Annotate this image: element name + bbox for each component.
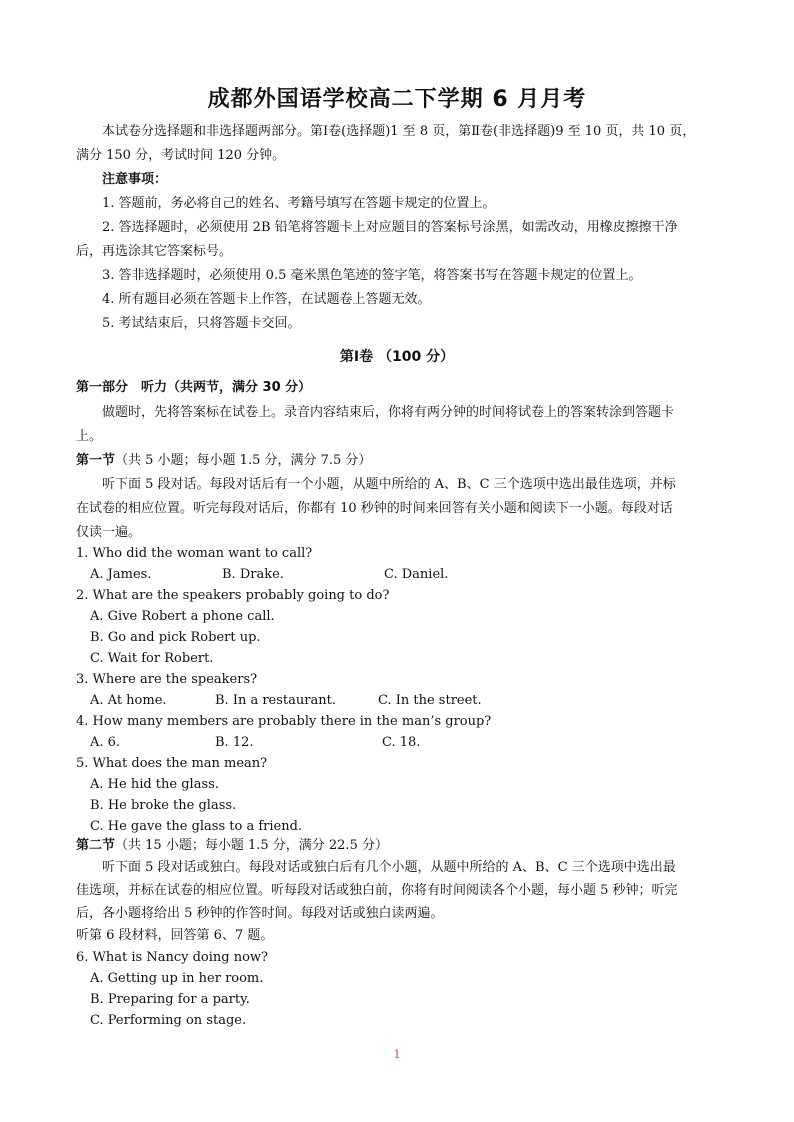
question-stem: 4. How many members are probably there in the man’s group? [76,714,492,729]
option-c: C. Wait for Robert. [90,651,214,666]
option-c: C. Daniel. [384,567,449,582]
part-description: 做题时，先将答案标在试卷上。录音内容结束后，你将有两分钟的时间将试卷上的答案转涂到答题卡 [102,405,675,420]
option-a: A. He hid the glass. [90,777,219,792]
intro-text: 满分 150 分，考试时间 120 分钟。 [76,148,286,163]
option-a: A. At home. [90,693,167,708]
page-number: 1 [393,1048,401,1061]
section-heading [76,453,721,469]
question-stem: 5. What does the man mean? [76,756,268,771]
section-description: 仅读一遍。 [76,525,142,540]
question-stem: 2. What are the speakers probably going to do? [76,588,390,603]
option-row [90,567,690,583]
option-b: B. 12. [215,735,254,750]
option-b: B. Drake. [222,567,284,582]
section-heading-label: 第二节 [76,838,116,853]
option-c: C. He gave the glass to a friend. [90,819,303,834]
passage-intro: 听第 6 段材料，回答第 6、7 题。 [76,928,274,943]
note-item: 3. 答非选择题时，必须使用 0.5 毫米黑色笔迹的签字笔，将答案书写在答题卡规定的位置上。 [102,268,642,283]
option-c: C. In the street. [378,693,482,708]
section-heading-label: 第一节 [76,453,116,468]
section-description: 佳选项，并标在试卷的相应位置。听每段对话或独白前，你将有时间阅读各个小题，每小题 5 秒钟；听完 [76,883,678,898]
option-a: A. Give Robert a phone call. [90,609,275,624]
section-description: 听下面 5 段对话。每段对话后有一个小题，从题中所给的 A、B、C 三个选项中选出最佳选项，并标 [102,477,676,492]
option-a: A. James. [90,567,152,582]
part-heading: 第一部分 听力（共两节，满分 30 分） [76,380,312,395]
note-item: 1. 答题前，务必将自己的姓名、考籍号填写在答题卡规定的位置上。 [102,196,496,211]
option-c: C. 18. [382,735,421,750]
option-c: C. Performing on stage. [90,1013,247,1028]
intro-text: 本试卷分选择题和非选择题两部分。第Ⅰ卷(选择题)1 至 8 页，第Ⅱ卷(非选择题)9 至 10 页，共 10 页， [102,124,696,139]
option-b: B. He broke the glass. [90,798,237,813]
question-stem: 3. Where are the speakers? [76,672,258,687]
note-item: 2. 答选择题时，必须使用 2B 铅笔将答题卡上对应题目的答案标号涂黑，如需改动，用橡皮擦擦干净 [102,220,678,235]
option-a: A. Getting up in her room. [90,971,264,986]
section-description: 后，各小题将给出 5 秒钟的作答时间。每段对话或独白读两遍。 [76,906,444,921]
section-description: 在试卷的相应位置。听完每段对话后，你都有 10 秒钟的时间来回答有关小题和阅读下一小题。每段对话 [76,501,673,516]
exam-title: 成都外国语学校高二下学期 6 月月考 [207,87,587,112]
question-stem: 6. What is Nancy doing now? [76,950,269,965]
note-item: 4. 所有题目必须在答题卡上作答，在试题卷上答题无效。 [102,292,431,307]
section-heading [76,838,721,854]
option-a: A. 6. [90,735,121,750]
option-row [90,735,690,751]
option-b: B. Go and pick Robert up. [90,630,261,645]
question-stem: 1. Who did the woman want to call? [76,546,313,561]
option-b: B. In a restaurant. [215,693,336,708]
option-row [90,693,690,709]
section-heading-detail: （共 15 小题；每小题 1.5 分，满分 22.5 分） [115,838,388,853]
note-item: 5. 考试结束后，只将答题卡交回。 [102,316,301,331]
section-description: 听下面 5 段对话或独白。每段对话或独白后有几个小题，从题中所给的 A、B、C 三个选项中选出最 [102,860,676,875]
notes-heading: 注意事项： [102,172,168,187]
note-item: 后，再选涂其它答案标号。 [76,244,233,259]
volume-title: 第Ⅰ卷 （100 分） [339,349,455,365]
part-description: 上。 [76,429,103,444]
section-heading-detail: （共 5 小题；每小题 1.5 分，满分 7.5 分） [115,453,372,468]
option-b: B. Preparing for a party. [90,992,250,1007]
